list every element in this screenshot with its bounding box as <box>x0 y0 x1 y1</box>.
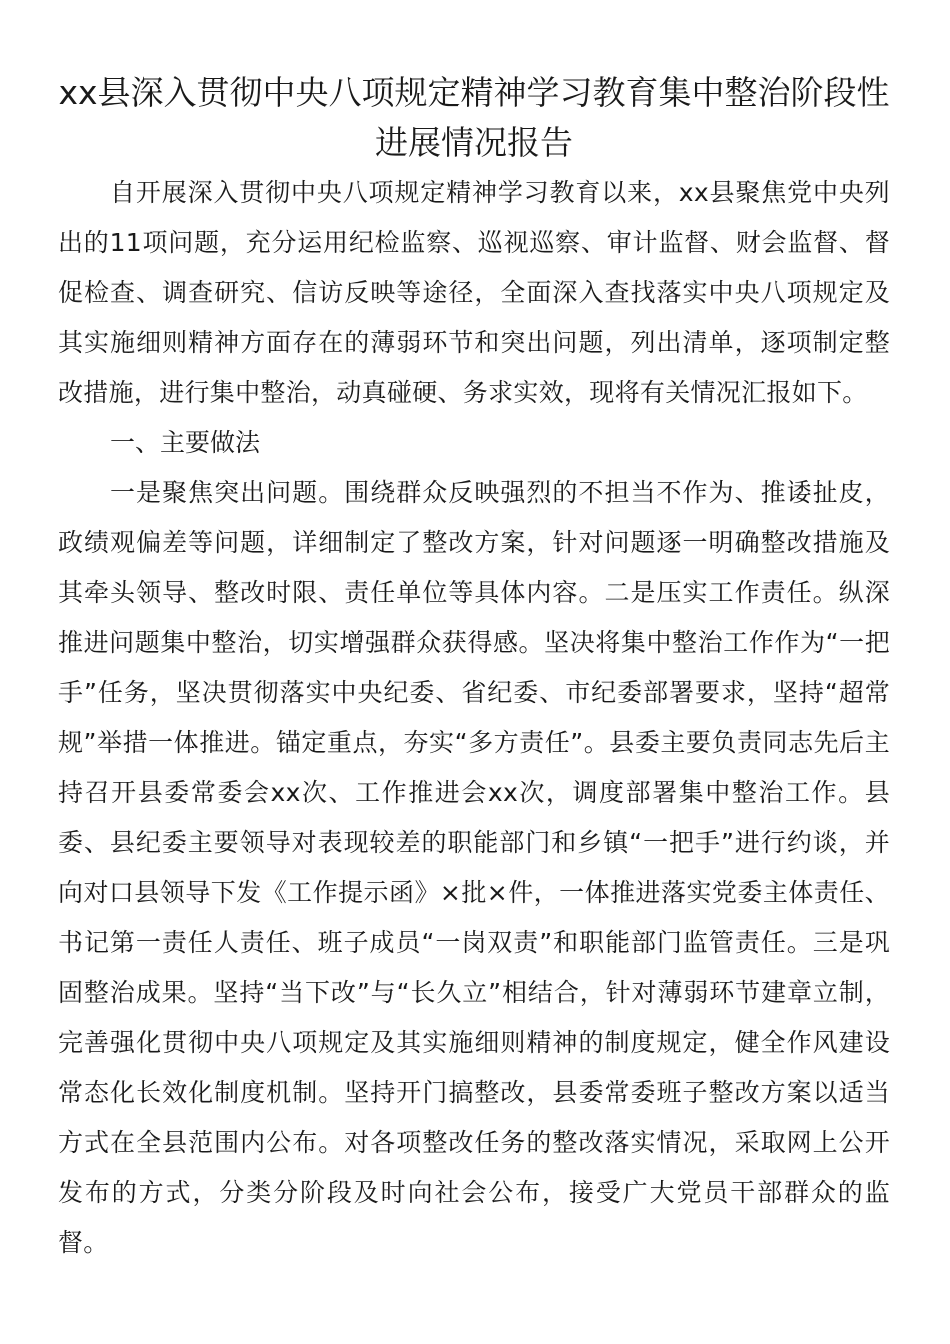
section-heading-main-practices: 一、主要做法 <box>110 428 261 457</box>
section-body-paragraph: 一是聚焦突出问题。围绕群众反映强烈的不担当不作为、推诿扯皮，政绩观偏差等问题，详细制定了整改方案，针对问题逐一明确整改措施及其牵头领导、整改时限、责任单位等具体内容。二是压实工作责任。纵深推进问题集中整治，切实增强群众获得感。坚决将集中整治工作作为“一把手”任务，坚决贯彻落实中央纪委、省纪委、市纪委部署要求，坚持“超常规”举措一体推进。锚定重点，夯实“多方责任”。县委主要负责同志先后主持召开县委常委会xx次、工作推进会xx次，调度部署集中整治工作。县委、县纪委主要领导对表现较差的职能部门和乡镇“一把手”进行约谈，并向对口县领导下发《工作提示函》×批×件，一体推进落实党委主体责任、书记第一责任人责任、班子成员“一岗双责”和职能部门监管责任。三是巩固整治成果。坚持“当下改”与“长久立”相结合，针对薄弱环节建章立制，完善强化贯彻中央八项规定及其实施细则精神的制度规定，健全作风建设常态化长效化制度机制。坚持开门搞整改，县委常委班子整改方案以适当方式在全县范围内公布。对各项整改任务的整改落实情况，采取网上公开发布的方式，分类分阶段及时向社会公布，接受广大党员干部群众的监督。 <box>58 478 890 1257</box>
document-page <box>58 68 890 1268</box>
intro-paragraph: 自开展深入贯彻中央八项规定精神学习教育以来，xx县聚焦党中央列出的11项问题，充分运用纪检监察、巡视巡察、审计监督、财会监督、督促检查、调查研究、信访反映等途径，全面深入查找落实中央八项规定及其实施细则精神方面存在的薄弱环节和突出问题，列出清单，逐项制定整改措施，进行集中整治，动真碰硬、务求实效，现将有关情况汇报如下。 <box>58 178 890 407</box>
document-title: xx县深入贯彻中央八项规定精神学习教育集中整治阶段性进展情况报告 <box>58 73 890 162</box>
